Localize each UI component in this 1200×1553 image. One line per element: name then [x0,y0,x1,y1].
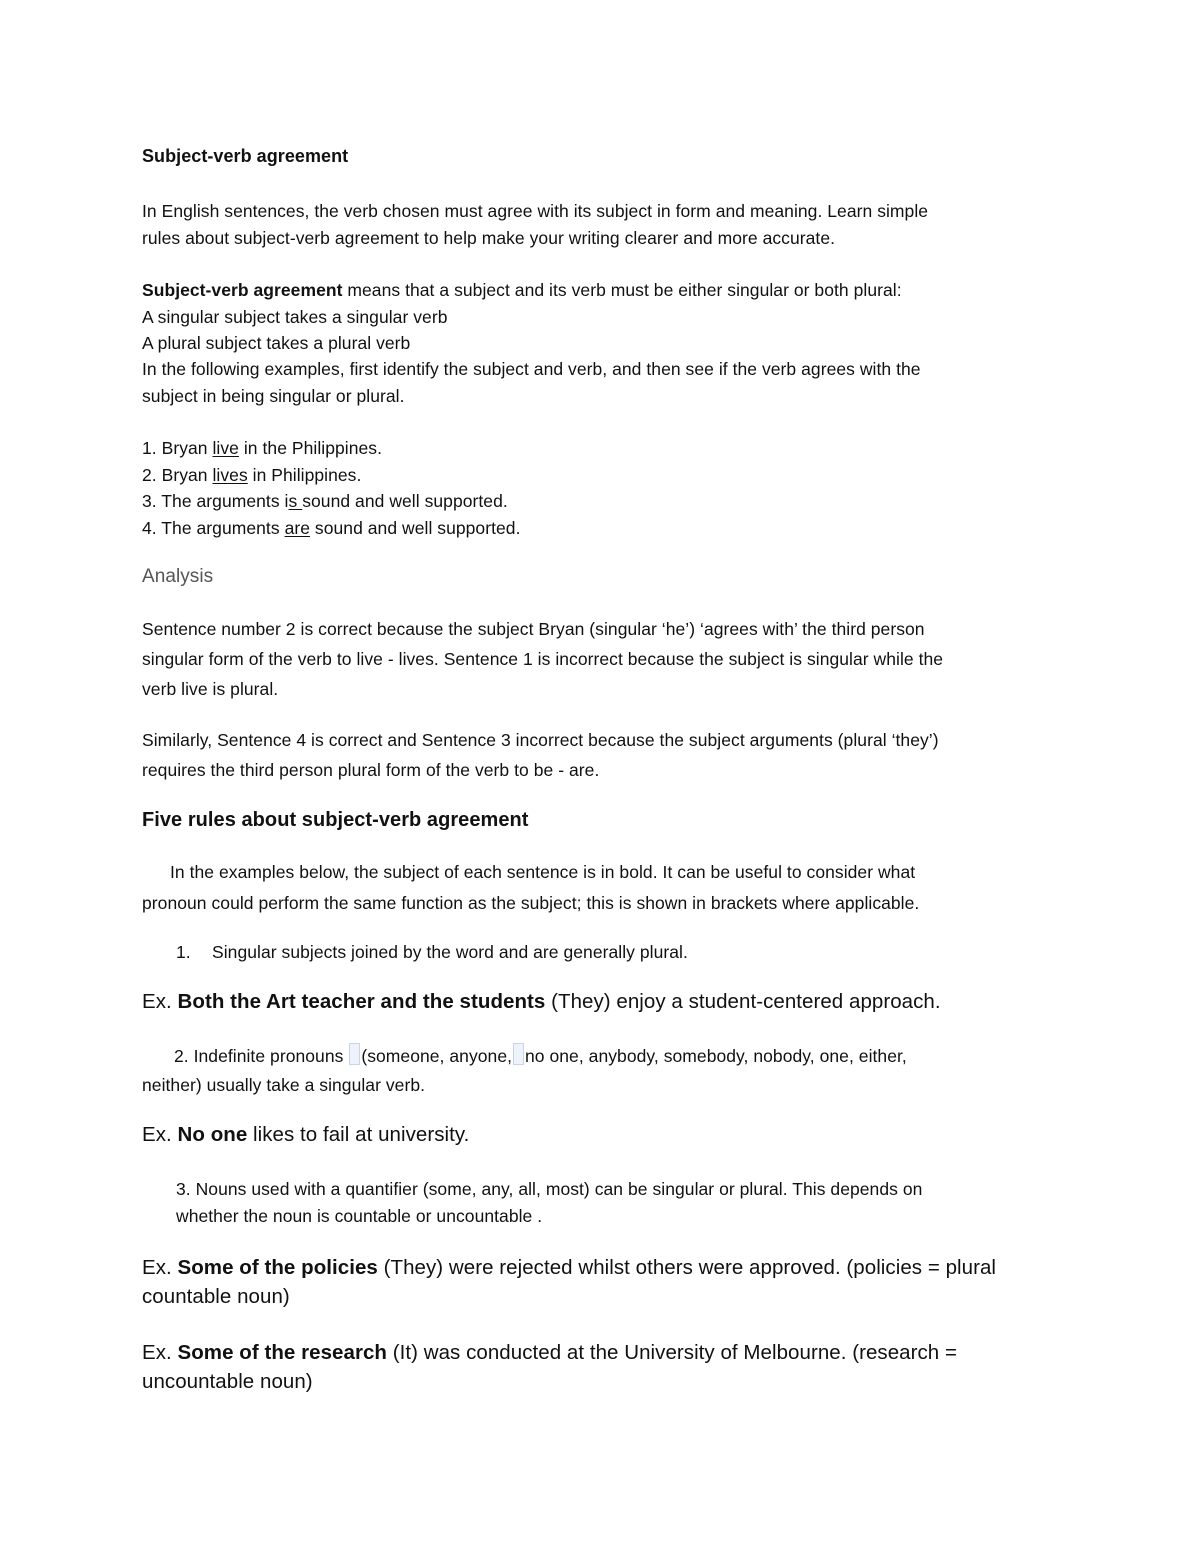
example-prefix: Ex. [142,1123,178,1146]
example-prefix: Ex. [142,990,178,1013]
definition-line [142,278,902,302]
analysis-paragraph-1-line: Sentence number 2 is correct because the subject Bryan (singular ‘he’) ‘agrees with’ the third person [142,619,925,639]
rules-intro-line-1: In the examples below, the subject of each sentence is in bold. It can be useful to consider what [170,862,916,882]
example-rest: likes to fail at university. [247,1123,470,1146]
example-sentence [142,436,382,460]
rule-2-line-2: neither) usually take a singular verb. [142,1075,426,1095]
rule-plural: A plural subject takes a plural verb [142,333,411,353]
example-prefix: Ex. [142,1256,178,1279]
placeholder-glyph-icon [513,1043,524,1065]
rule-3-line-2: whether the noun is countable or uncountable . [176,1206,543,1226]
example-verb: are [284,518,311,538]
intro-line-2: rules about subject-verb agreement to help make your writing clearer and more accurate. [142,228,836,248]
rules-heading: Five rules about subject-verb agreement [142,809,529,831]
example-rest: (They) enjoy a student-centered approach. [545,990,941,1013]
analysis-paragraph-1-line: singular form of the verb to live - lives. Sentence 1 is incorrect because the subject is singular while the [142,649,944,669]
analysis-paragraph-1-line: verb live is plural. [142,679,279,699]
rules-intro-line-2: pronoun could perform the same function as the subject; this is shown in brackets where applicable. [142,893,920,913]
example-subject: Both the Art teacher and the students [177,990,546,1013]
example-verb: s [288,491,303,511]
example-rest: (It) was conducted at the University of Melbourne. (research = [387,1341,958,1364]
example-suffix: sound and well supported. [310,518,521,538]
example-2 [142,1123,469,1147]
example-sentence [142,516,521,540]
rule-1-number: 1. [176,942,191,962]
definition-rest: means that a subject and its verb must be either singular or both plural: [342,280,902,300]
instruction-line-1: In the following examples, first identify the subject and verb, and then see if the verb agrees with the [142,359,921,379]
definition-term: Subject-verb agreement [142,280,343,300]
rule-2-text: 2. Indefinite pronouns [174,1046,349,1066]
example-prefix: 1. Bryan [142,438,213,458]
example-suffix: in Philippines. [247,465,362,485]
example-subject: Some of the research [177,1341,388,1364]
intro-line-1: In English sentences, the verb chosen must agree with its subject in form and meaning. Learn simple [142,201,929,221]
example-subject: No one [177,1123,248,1146]
rule-2-text: no one, anybody, somebody, nobody, one, either, [525,1046,907,1066]
example-sentence [142,463,361,487]
rule-2-text: (someone, anyone, [361,1046,513,1066]
rule-3-line-1: 3. Nouns used with a quantifier (some, any, all, most) can be singular or plural. This depends on [176,1179,923,1199]
example-subject: Some of the policies [177,1256,378,1279]
example-prefix: Ex. [142,1341,178,1364]
example-4 [142,1341,957,1365]
example-3 [142,1256,996,1280]
example-sentence [142,489,508,513]
rule-singular: A singular subject takes a singular verb [142,307,448,327]
example-1 [142,990,941,1014]
example-4-line-2: uncountable noun) [142,1370,313,1393]
example-prefix: 3. The arguments i [142,491,289,511]
analysis-paragraph-2-line: Similarly, Sentence 4 is correct and Sentence 3 incorrect because the subject arguments (plural ‘they’) [142,730,939,750]
example-suffix: in the Philippines. [238,438,382,458]
page-title: Subject-verb agreement [142,146,349,166]
example-rest: (They) were rejected whilst others were approved. (policies = plural [377,1256,997,1279]
rule-1-text: Singular subjects joined by the word and are generally plural. [212,942,688,962]
example-prefix: 4. The arguments [142,518,285,538]
placeholder-glyph-icon [349,1043,360,1065]
analysis-heading: Analysis [142,566,214,587]
example-suffix: sound and well supported. [302,491,508,511]
example-verb: lives [212,465,248,485]
example-prefix: 2. Bryan [142,465,213,485]
rule-2-line-1 [174,1043,907,1068]
example-verb: live [212,438,239,458]
analysis-paragraph-2-line: requires the third person plural form of the verb to be - are. [142,760,600,780]
instruction-line-2: subject in being singular or plural. [142,386,405,406]
example-3-line-2: countable noun) [142,1285,290,1308]
